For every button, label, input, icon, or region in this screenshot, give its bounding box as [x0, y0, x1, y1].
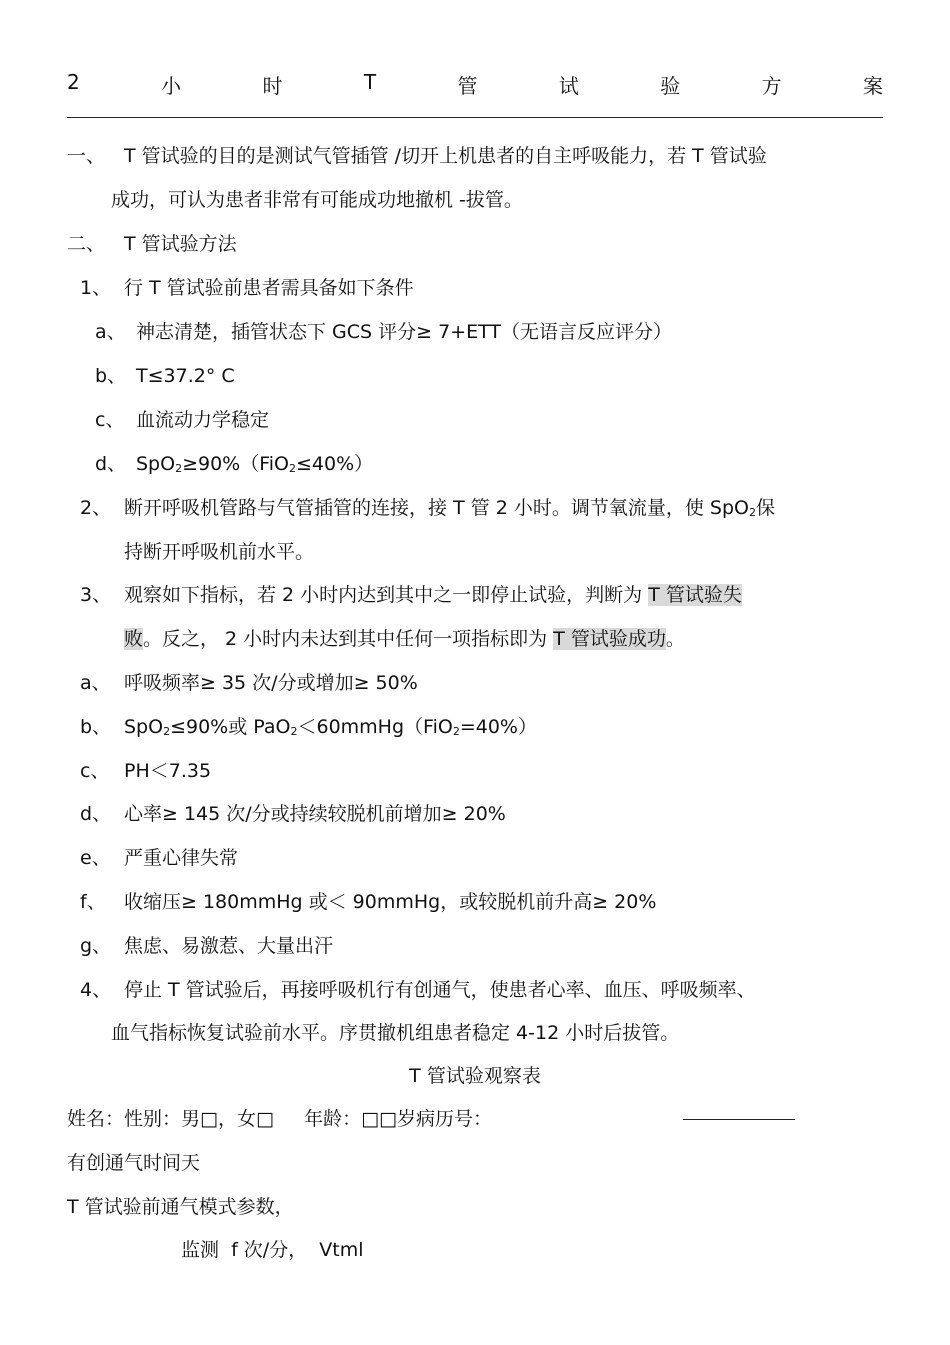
item-3c-text: PH＜7.35 [124, 760, 212, 782]
title-rule [67, 117, 883, 118]
section-1-number: 一、 [67, 145, 106, 167]
section-1-line-2: 成功，可认为患者非常有可能成功地撤机 -拔管。 [111, 189, 523, 211]
item-3g-text: 焦虑、易激惹、大量出汗 [124, 935, 334, 957]
item-2-number: 2、 [80, 497, 112, 519]
item-4-line-1: 停止 T 管试验后，再接呼吸机行有创通气，使患者心率、血压、呼吸频率、 [124, 979, 756, 1001]
title-char: 管 [457, 74, 478, 98]
item-3-line-1: 观察如下指标，若 2 小时内达到其中之一即停止试验，判断为 T 管试验失 [124, 584, 742, 606]
section-2-heading: T 管试验方法 [124, 233, 237, 255]
item-3g-number: g、 [80, 935, 112, 957]
item-3d-number: d、 [80, 803, 112, 825]
item-2-line-2: 持断开呼吸机前水平。 [124, 541, 315, 563]
item-3d-text: 心率≥ 145 次/分或持续较脱机前增加≥ 20% [124, 803, 506, 825]
pre-trial-params-line: T 管试验前通气模式参数， [67, 1196, 294, 1218]
item-3e-number: e、 [80, 847, 111, 869]
item-1b-text: T≤37.2° C [136, 365, 235, 387]
section-2-number: 二、 [67, 233, 106, 255]
item-1c-number: c、 [95, 409, 125, 431]
item-3-number: 3、 [80, 584, 112, 606]
patient-info-line: 姓名：性别：男□，女□ 年龄：□□岁病历号： [67, 1108, 493, 1130]
title-char: 验 [660, 74, 681, 98]
item-3a-text: 呼吸频率≥ 35 次/分或增加≥ 50% [124, 672, 418, 694]
item-3b-number: b、 [80, 716, 112, 738]
item-4-number: 4、 [80, 979, 112, 1001]
item-2-line-1: 断开呼吸机管路与气管插管的连接，接 T 管 2 小时。调节氧流量，使 SpO$_2$保 [124, 497, 775, 519]
observation-table-title: T 管试验观察表 [409, 1065, 541, 1087]
item-4-line-2: 血气指标恢复试验前水平。序贯撤机组患者稳定 4-12 小时后拔管。 [111, 1022, 680, 1044]
item-1b-number: b、 [95, 365, 127, 387]
monitoring-line: 监测 f 次/分， Vtml [181, 1239, 364, 1261]
item-1-text: 行 T 管试验前患者需具备如下条件 [124, 277, 414, 299]
item-3b-text: SpO$_2$≤90%或 PaO$_2$＜60mmHg（FiO$_2$=40%） [124, 716, 537, 738]
title-char: 方 [761, 74, 782, 98]
item-1c-text: 血流动力学稳定 [136, 409, 270, 431]
title-char: 2 [67, 70, 80, 94]
section-1-line-1: T 管试验的目的是测试气管插管 /切开上机患者的自主呼吸能力，若 T 管试验 [124, 145, 767, 167]
highlight-fail: T 管试验失 [648, 584, 742, 606]
item-3f-text: 收缩压≥ 180mmHg 或＜ 90mmHg，或较脱机前升高≥ 20% [124, 891, 657, 913]
item-1d-number: d、 [95, 453, 127, 475]
item-1a-text: 神志清楚，插管状态下 GCS 评分≥ 7+ETT（无语言反应评分） [136, 321, 672, 343]
title-char: T [363, 70, 377, 94]
record-number-blank [683, 1119, 795, 1120]
document-title [67, 70, 883, 100]
highlight-success: T 管试验成功 [553, 628, 666, 650]
title-char: 案 [862, 74, 883, 98]
item-3f-number: f、 [80, 891, 106, 913]
ventilation-days-line: 有创通气时间天 [67, 1152, 201, 1174]
title-char: 时 [262, 74, 283, 98]
item-3-line-2: 败。反之， 2 小时内未达到其中任何一项指标即为 T 管试验成功。 [124, 628, 685, 650]
title-char: 小 [161, 74, 182, 98]
item-3e-text: 严重心律失常 [124, 847, 239, 869]
item-3a-number: a、 [80, 672, 111, 694]
item-1-number: 1、 [80, 277, 112, 299]
item-1a-number: a、 [95, 321, 126, 343]
item-3c-number: c、 [80, 760, 110, 782]
title-char: 试 [558, 74, 579, 98]
item-1d-text: SpO$_2$≥90%（FiO$_2$≤40%） [136, 453, 374, 475]
